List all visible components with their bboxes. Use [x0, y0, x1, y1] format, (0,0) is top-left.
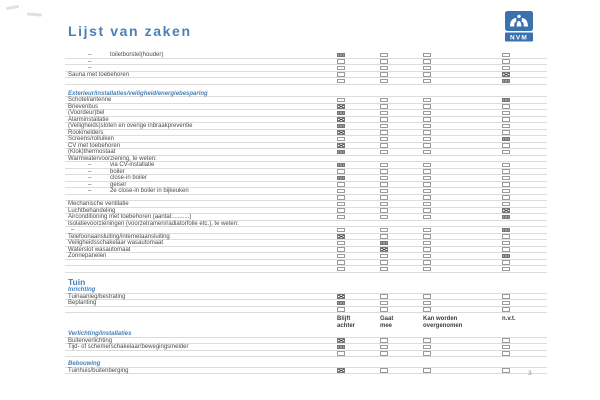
checkbox-gaat-mee[interactable]	[380, 345, 388, 349]
row-label: Telefoonaansluiting/internetaansluiting	[68, 233, 170, 240]
checkbox-blijft-achter[interactable]	[337, 130, 345, 134]
checkbox-gaat-mee[interactable]	[380, 208, 388, 212]
checkbox-blijft-achter[interactable]	[337, 150, 345, 154]
checkbox-nvt[interactable]	[502, 72, 510, 76]
checkbox-blijft-achter[interactable]	[337, 202, 345, 206]
checkbox-blijft-achter[interactable]	[337, 267, 345, 271]
checkbox-blijft-achter[interactable]	[337, 351, 345, 355]
checkbox-kan-worden-overgenomen[interactable]	[423, 117, 431, 121]
section-label: Exterieur/installaties/veiligheid/energiebesparing	[68, 90, 208, 97]
checkbox-gaat-mee[interactable]	[380, 104, 388, 108]
checkbox-gaat-mee[interactable]	[380, 111, 388, 115]
section-title-row	[65, 278, 547, 288]
checkbox-kan-worden-overgenomen[interactable]	[423, 79, 431, 83]
checkbox-blijft-achter[interactable]	[337, 260, 345, 264]
checkbox-blijft-achter[interactable]	[337, 104, 345, 108]
checkbox-kan-worden-overgenomen[interactable]	[423, 189, 431, 193]
checkbox-kan-worden-overgenomen[interactable]	[423, 307, 431, 311]
checkbox-gaat-mee[interactable]	[380, 72, 388, 76]
checkbox-blijft-achter[interactable]	[337, 247, 345, 251]
column-header-blijft-achter: Blijft achter	[337, 316, 356, 329]
checkbox-gaat-mee[interactable]	[380, 195, 388, 199]
checkbox-gaat-mee[interactable]	[380, 338, 388, 342]
checkbox-kan-worden-overgenomen[interactable]	[423, 104, 431, 108]
checkbox-kan-worden-overgenomen[interactable]	[423, 368, 431, 372]
scan-artifact	[27, 12, 42, 16]
checkbox-gaat-mee[interactable]	[380, 267, 388, 271]
nvm-logo	[505, 11, 533, 42]
items-table	[65, 52, 547, 374]
checkbox-nvt[interactable]	[502, 345, 510, 349]
checkbox-kan-worden-overgenomen[interactable]	[423, 124, 431, 128]
checkbox-gaat-mee[interactable]	[380, 202, 388, 206]
checkbox-kan-worden-overgenomen[interactable]	[423, 150, 431, 154]
row-label: Tuinhuis/buitenberging	[68, 367, 129, 374]
checkbox-nvt[interactable]	[502, 137, 510, 141]
row-label: Zonnepanelen	[68, 253, 107, 259]
checkbox-blijft-achter[interactable]	[337, 338, 345, 342]
checkbox-blijft-achter[interactable]	[337, 241, 345, 245]
checkbox-kan-worden-overgenomen[interactable]	[423, 98, 431, 102]
checkbox-gaat-mee[interactable]	[380, 368, 388, 372]
row-label: Luchtbehandeling	[68, 207, 116, 214]
checkbox-blijft-achter[interactable]	[337, 307, 345, 311]
checkbox-kan-worden-overgenomen[interactable]	[423, 111, 431, 115]
dash-bullet: –	[88, 168, 92, 175]
checkbox-blijft-achter[interactable]	[337, 72, 345, 76]
checkbox-gaat-mee[interactable]	[380, 247, 388, 251]
checkbox-blijft-achter[interactable]	[337, 111, 345, 115]
checkbox-nvt[interactable]	[502, 53, 510, 57]
checkbox-kan-worden-overgenomen[interactable]	[423, 53, 431, 57]
dash-bullet: –	[88, 175, 92, 181]
checkbox-nvt[interactable]	[502, 241, 510, 245]
checkbox-nvt[interactable]	[502, 59, 510, 63]
checkbox-gaat-mee[interactable]	[380, 143, 388, 147]
section-label: Tuin	[68, 276, 86, 287]
checkbox-kan-worden-overgenomen[interactable]	[423, 267, 431, 271]
checkbox-nvt[interactable]	[502, 260, 510, 264]
checkbox-gaat-mee[interactable]	[380, 53, 388, 57]
row-label: Tijd- of schemerschakelaar/bewegingsmelder	[68, 344, 189, 350]
checkbox-gaat-mee[interactable]	[380, 301, 388, 305]
page-title: Lijst van zaken	[68, 23, 192, 39]
checkbox-nvt[interactable]	[502, 338, 510, 342]
checkbox-gaat-mee[interactable]	[380, 137, 388, 141]
checkbox-gaat-mee[interactable]	[380, 176, 388, 180]
checkbox-kan-worden-overgenomen[interactable]	[423, 228, 431, 232]
checkbox-blijft-achter[interactable]	[337, 59, 345, 63]
checkbox-blijft-achter[interactable]	[337, 228, 345, 232]
checkbox-kan-worden-overgenomen[interactable]	[423, 294, 431, 298]
checkbox-gaat-mee[interactable]	[380, 234, 388, 238]
checkbox-nvt[interactable]	[502, 182, 510, 186]
checkbox-blijft-achter[interactable]	[337, 215, 345, 219]
checkbox-nvt[interactable]	[502, 66, 510, 70]
checkbox-nvt[interactable]	[502, 163, 510, 167]
checkbox-nvt[interactable]	[502, 130, 510, 134]
checkbox-kan-worden-overgenomen[interactable]	[423, 241, 431, 245]
checkbox-nvt[interactable]	[502, 228, 510, 232]
checkbox-nvt[interactable]	[502, 98, 510, 102]
checkbox-gaat-mee[interactable]	[380, 307, 388, 311]
row-label: (Klok)thermostaat	[68, 149, 116, 155]
checkbox-kan-worden-overgenomen[interactable]	[423, 182, 431, 186]
checkbox-kan-worden-overgenomen[interactable]	[423, 338, 431, 342]
checkbox-nvt[interactable]	[502, 124, 510, 128]
checkbox-nvt[interactable]	[502, 143, 510, 147]
checkbox-kan-worden-overgenomen[interactable]	[423, 169, 431, 173]
dash-bullet: –	[88, 52, 92, 58]
list-row	[65, 307, 547, 314]
checkbox-blijft-achter[interactable]	[337, 53, 345, 57]
checkbox-nvt[interactable]	[502, 111, 510, 115]
checkbox-nvt[interactable]	[502, 247, 510, 251]
checkbox-blijft-achter[interactable]	[337, 345, 345, 349]
checkbox-blijft-achter[interactable]	[337, 169, 345, 173]
checkbox-nvt[interactable]	[502, 294, 510, 298]
row-label: Sauna met toebehoren	[68, 71, 130, 78]
row-label: Waterslot wasautomaat	[68, 246, 131, 253]
checkbox-gaat-mee[interactable]	[380, 66, 388, 70]
checkbox-blijft-achter[interactable]	[337, 163, 345, 167]
nvm-logo-icon	[505, 11, 533, 42]
dash-bullet: –	[88, 181, 92, 188]
section-label: Inrichting	[68, 287, 96, 293]
checkbox-blijft-achter[interactable]	[337, 143, 345, 147]
checkbox-kan-worden-overgenomen[interactable]	[423, 301, 431, 305]
row-label: Screens/rolluiken	[68, 136, 115, 142]
row-label: toiletborstel(houder)	[110, 52, 164, 58]
row-label: (Veiligheids)sloten en overige inbraakpreventie	[68, 123, 193, 129]
checkbox-blijft-achter[interactable]	[337, 294, 345, 298]
list-row	[65, 368, 547, 375]
row-label: Airconditioning met toebehoren (aantal:..........)	[68, 214, 192, 220]
checkbox-nvt[interactable]	[502, 104, 510, 108]
row-label: boiler	[110, 168, 125, 175]
checkbox-kan-worden-overgenomen[interactable]	[423, 234, 431, 238]
row-label: (Voordeur)bel	[68, 110, 105, 116]
checkbox-nvt[interactable]	[502, 267, 510, 271]
checkbox-blijft-achter[interactable]	[337, 254, 345, 258]
column-headers	[65, 315, 547, 331]
row-label: Buitenverlichting	[68, 337, 113, 344]
checkbox-kan-worden-overgenomen[interactable]	[423, 202, 431, 206]
checkbox-kan-worden-overgenomen[interactable]	[423, 208, 431, 212]
checkbox-kan-worden-overgenomen[interactable]	[423, 247, 431, 251]
checkbox-blijft-achter[interactable]	[337, 117, 345, 121]
row-label: CV met toebehoren	[68, 142, 121, 149]
checkbox-kan-worden-overgenomen[interactable]	[423, 72, 431, 76]
checkbox-blijft-achter[interactable]	[337, 137, 345, 141]
checkbox-nvt[interactable]	[502, 215, 510, 219]
checkbox-gaat-mee[interactable]	[380, 260, 388, 264]
checkbox-blijft-achter[interactable]	[337, 189, 345, 193]
checkbox-kan-worden-overgenomen[interactable]	[423, 130, 431, 134]
checkbox-kan-worden-overgenomen[interactable]	[423, 66, 431, 70]
checkbox-nvt[interactable]	[502, 301, 510, 305]
checkbox-kan-worden-overgenomen[interactable]	[423, 195, 431, 199]
checkbox-blijft-achter[interactable]	[337, 234, 345, 238]
page-number: 3	[528, 370, 532, 377]
column-header-nvt: n.v.t.	[502, 316, 516, 322]
checkbox-kan-worden-overgenomen[interactable]	[423, 163, 431, 167]
checkbox-blijft-achter[interactable]	[337, 66, 345, 70]
checkbox-nvt[interactable]	[502, 195, 510, 199]
checkbox-kan-worden-overgenomen[interactable]	[423, 137, 431, 141]
row-label: Veiligheidsschakelaar wasautomaat	[68, 240, 164, 246]
dash-bullet: –	[88, 188, 92, 194]
checkbox-kan-worden-overgenomen[interactable]	[423, 351, 431, 355]
checkbox-nvt[interactable]	[502, 351, 510, 355]
row-label: Rookmelders	[68, 129, 104, 136]
checkbox-gaat-mee[interactable]	[380, 98, 388, 102]
checkbox-gaat-mee[interactable]	[380, 117, 388, 121]
checkbox-nvt[interactable]	[502, 176, 510, 180]
row-label: Brievenbus	[68, 103, 99, 110]
checkbox-gaat-mee[interactable]	[380, 59, 388, 63]
dash-bullet: –	[71, 227, 75, 233]
row-label: geiser	[110, 181, 127, 188]
checkbox-blijft-achter[interactable]	[337, 195, 345, 199]
checkbox-nvt[interactable]	[502, 189, 510, 193]
row-label: via CV-installatie	[110, 162, 155, 168]
checkbox-nvt[interactable]	[502, 117, 510, 121]
checkbox-nvt[interactable]	[502, 254, 510, 258]
checkbox-gaat-mee[interactable]	[380, 79, 388, 83]
checkbox-kan-worden-overgenomen[interactable]	[423, 215, 431, 219]
checkbox-gaat-mee[interactable]	[380, 124, 388, 128]
checkbox-nvt[interactable]	[502, 234, 510, 238]
checkbox-gaat-mee[interactable]	[380, 241, 388, 245]
checkbox-gaat-mee[interactable]	[380, 294, 388, 298]
checkbox-gaat-mee[interactable]	[380, 351, 388, 355]
dash-bullet: –	[88, 162, 92, 168]
column-header-gaat-mee: Gaat mee	[380, 316, 394, 329]
nvm-logo-text: NVM	[509, 34, 529, 42]
checkbox-gaat-mee[interactable]	[380, 182, 388, 186]
checkbox-gaat-mee[interactable]	[380, 163, 388, 167]
checkbox-gaat-mee[interactable]	[380, 169, 388, 173]
row-label: Warmwatervoorziening, te weten:	[68, 155, 157, 162]
checkbox-blijft-achter[interactable]	[337, 176, 345, 180]
checkbox-blijft-achter[interactable]	[337, 124, 345, 128]
row-label: Schotel/antenne	[68, 97, 112, 103]
checkbox-blijft-achter[interactable]	[337, 98, 345, 102]
section-label: Verlichting/installaties	[68, 331, 132, 337]
checkbox-kan-worden-overgenomen[interactable]	[423, 254, 431, 258]
dash-bullet: –	[88, 65, 92, 71]
checkbox-gaat-mee[interactable]	[380, 228, 388, 232]
row-label: 2e close-in boiler in bijkeuken	[110, 188, 189, 194]
row-label: Alarminstallatie	[68, 116, 109, 123]
checkbox-kan-worden-overgenomen[interactable]	[423, 143, 431, 147]
row-label: Tuinaanleg/bestrating	[68, 293, 126, 300]
checkbox-blijft-achter[interactable]	[337, 301, 345, 305]
checkbox-kan-worden-overgenomen[interactable]	[423, 176, 431, 180]
column-header-kan-worden-overgenomen: Kan worden overgenomen	[423, 316, 463, 329]
checkbox-kan-worden-overgenomen[interactable]	[423, 345, 431, 349]
checkbox-gaat-mee[interactable]	[380, 254, 388, 258]
checkbox-blijft-achter[interactable]	[337, 208, 345, 212]
checkbox-gaat-mee[interactable]	[380, 150, 388, 154]
checkbox-nvt[interactable]	[502, 150, 510, 154]
checkbox-nvt[interactable]	[502, 208, 510, 212]
checkbox-gaat-mee[interactable]	[380, 215, 388, 219]
checkbox-gaat-mee[interactable]	[380, 130, 388, 134]
checkbox-kan-worden-overgenomen[interactable]	[423, 59, 431, 63]
checkbox-nvt[interactable]	[502, 169, 510, 173]
row-label: Isolatievoorzieningen (voorzetramen/radiatorfolie etc.), te weten:	[68, 220, 239, 227]
checkbox-blijft-achter[interactable]	[337, 368, 345, 372]
checkbox-blijft-achter[interactable]	[337, 79, 345, 83]
row-label: close-in boiler	[110, 175, 148, 181]
checkbox-gaat-mee[interactable]	[380, 189, 388, 193]
checkbox-blijft-achter[interactable]	[337, 182, 345, 186]
checkbox-kan-worden-overgenomen[interactable]	[423, 260, 431, 264]
checkbox-nvt[interactable]	[502, 307, 510, 311]
checkbox-nvt[interactable]	[502, 202, 510, 206]
checkbox-nvt[interactable]	[502, 79, 510, 83]
scan-artifact	[6, 5, 19, 10]
section-label: Bebouwing	[68, 361, 101, 367]
dash-bullet: –	[88, 58, 92, 65]
checkbox-nvt[interactable]	[502, 368, 510, 372]
row-label: Beplanting	[68, 300, 97, 306]
row-label: Mechanische ventilatie	[68, 201, 129, 207]
